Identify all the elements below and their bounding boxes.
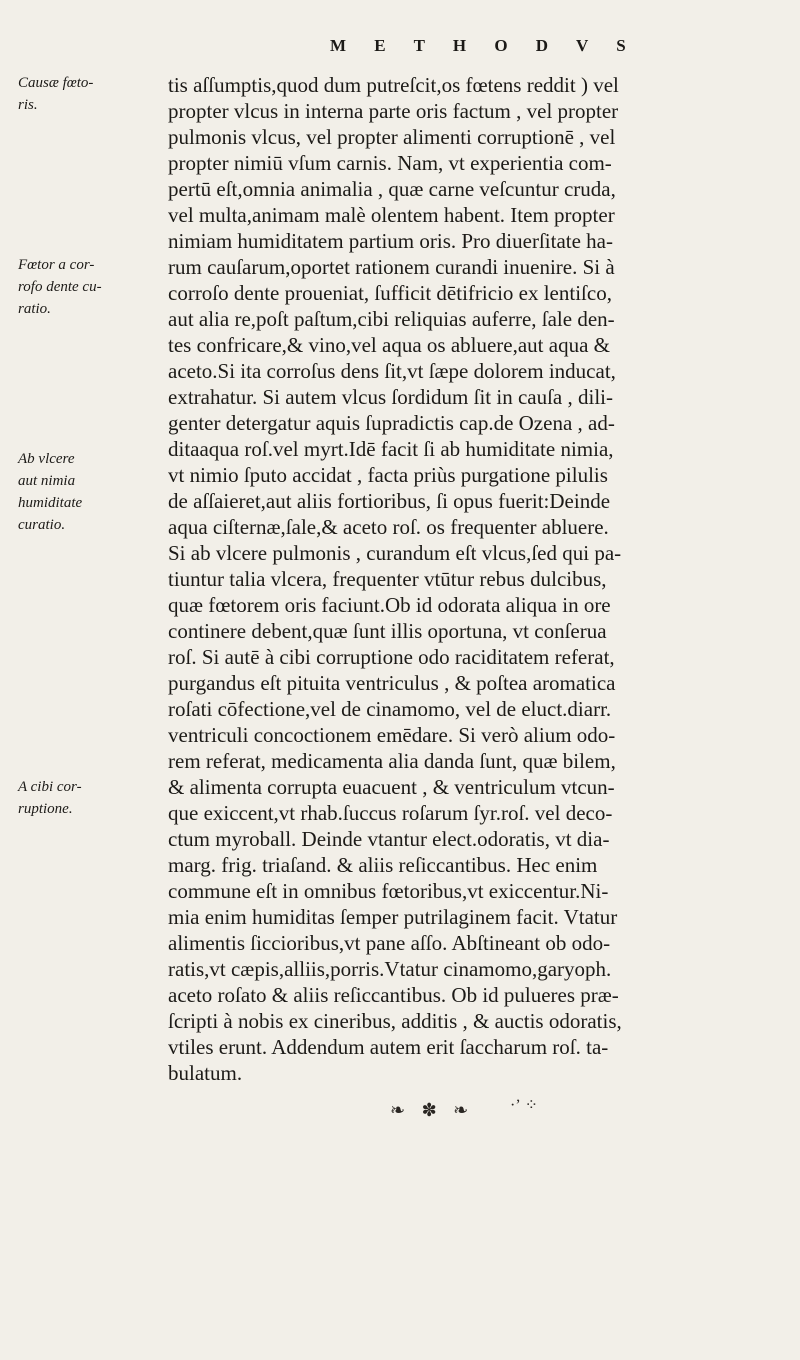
text-line: vt nimio ſputo accidat , facta priùs purgatione pilulis (168, 463, 608, 487)
text-line: vel multa,animam malè olentem habent. Item propter (168, 203, 615, 227)
text-line: propter nimiū vſum carnis. Nam, vt experientia com- (168, 151, 612, 175)
text-line: ſcripti à nobis ex cineribus, additis , & auctis odoratis, (168, 1009, 622, 1033)
text-line: genter detergatur aquis ſupradictis cap.de Ozena , ad- (168, 411, 615, 435)
text-line: roſati cōfectione,vel de cinamomo, vel de eluct.diarr. (168, 697, 612, 721)
running-head: M E T H O D V S (330, 36, 638, 55)
text-line: aqua ciſternæ,ſale,& aceto roſ. os frequenter abluere. (168, 515, 609, 539)
text-line: aceto roſato & aliis reſiccantibus. Ob id pulueres præ- (168, 983, 619, 1007)
margin-note-foetor-dente: Fœtor a cor- rofo dente cu- ratio. (18, 257, 102, 317)
text-line: aceto.Si ita corroſus dens ſit,vt ſæpe dolorem inducat, (168, 359, 616, 383)
margin-note-vlcere: Ab vlcere aut nimia humiditate curatio. (18, 451, 83, 533)
text-line: ctum myroball. Deinde vtantur elect.odoratis, vt dia- (168, 827, 610, 851)
text-line: rum cauſarum,oportet rationem curandi inuenire. Si à (168, 255, 615, 279)
text-line: ventriculi concoctionem emēdare. Si verò alium odo- (168, 723, 616, 747)
text-line: marg. frig. triaſand. & aliis reſiccantibus. Hec enim (168, 853, 598, 877)
text-line: bulatum. (168, 1061, 243, 1085)
text-line: continere debent,quæ ſunt illis oportuna, vt conſerua (168, 619, 607, 643)
text-line: que exiccent,vt rhab.ſuccus roſarum ſyr.roſ. vel deco- (168, 801, 613, 825)
text-line: propter vlcus in interna parte oris factum , vel propter (168, 99, 619, 123)
text-line: pulmonis vlcus, vel propter alimenti corruptionē , vel (168, 125, 616, 149)
text-line: quæ fœtorem oris faciunt.Ob id odorata aliqua in ore (168, 593, 611, 617)
text-line: & alimenta corrupta euacuent , & ventriculum vtcun- (168, 775, 615, 799)
margin-note-causae: Causæ fœto- ris. (18, 75, 94, 113)
text-line: de aſſaieret,aut aliis fortioribus, ſi opus fuerit:Deinde (168, 489, 611, 513)
text-line: tes confricare,& vino,vel aqua os abluere,aut aqua & (168, 333, 610, 357)
text-line: ditaaqua roſ.vel myrt.Idē facit ſi ab humiditate nimia, (168, 437, 614, 461)
margin-note-cibi: A cibi cor- ruptione. (18, 779, 82, 817)
text-line: tis aſſumptis,quod dum putreſcit,os fœtens reddit ) vel (168, 73, 619, 97)
stray-marks: ·ʼ ⁘ (510, 1097, 539, 1114)
text-line: extrahatur. Si autem vlcus ſordidum ſit in cauſa , dili- (168, 385, 613, 409)
text-line: purgandus eſt pituita ventriculus , & poſtea aromatica (168, 671, 616, 695)
text-line: vtiles erunt. Addendum autem erit ſaccharum roſ. ta- (168, 1035, 609, 1059)
text-line: mia enim humiditas ſemper putrilaginem facit. Vtatur (168, 905, 618, 929)
text-line: corroſo dente proueniat, ſufficit dētifricio ex lentiſco, (168, 281, 612, 305)
text-line: alimentis ſiccioribus,vt pane aſſo. Abſtineant ob odo- (168, 931, 611, 955)
body-text (168, 72, 788, 1086)
text-line: nimiam humiditatem partium oris. Pro diuerſitate ha- (168, 229, 613, 253)
text-line: commune eſt in omnibus fœtoribus,vt exiccentur.Ni- (168, 879, 609, 903)
text-line: Si ab vlcere pulmonis , curandum eſt vlcus,ſed qui pa- (168, 541, 622, 565)
text-line: aut alia re,poſt paſtum,cibi reliquias auferre, ſale den- (168, 307, 615, 331)
text-line: ratis,vt cæpis,alliis,porris.Vtatur cinamomo,garyoph. (168, 957, 612, 981)
text-line: tiuntur talia vlcera, frequenter vtūtur rebus dulcibus, (168, 567, 607, 591)
text-line: rem referat, medicamenta alia danda ſunt, quæ bilem, (168, 749, 616, 773)
text-line: roſ. Si autē à cibi corruptione odo raciditatem referat, (168, 645, 615, 669)
text-line: pertū eſt,omnia animalia , quæ carne veſcuntur cruda, (168, 177, 616, 201)
page-ornament: ❧ ✽ ❧ (390, 1100, 475, 1120)
